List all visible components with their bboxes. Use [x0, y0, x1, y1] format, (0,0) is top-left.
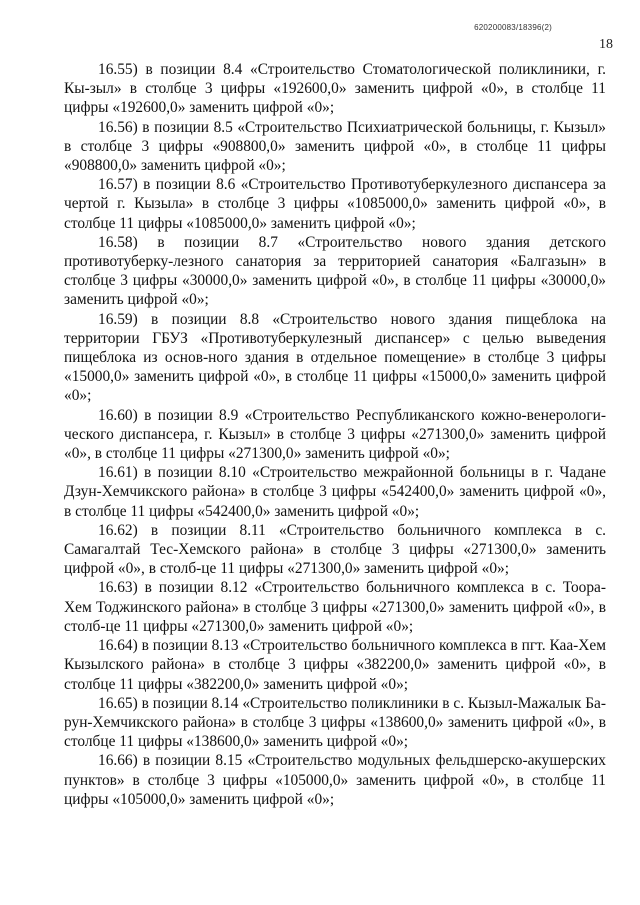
paragraph-16-58: 16.58) в позиции 8.7 «Строительство нового здания детского противотуберку-лезного санатория за территорией санатория «Балгазын» в столбце 3 цифры «30000,0» заменить цифрой «0», в столбце 11 цифры «30000,0» заменить цифрой «0»;	[64, 233, 606, 309]
paragraph-16-57: 16.57) в позиции 8.6 «Строительство Противотуберкулезного диспансера за чертой г. Кызыла» в столбце 3 цифры «1085000,0» заменить цифрой «0», в столбце 11 цифры «1085000,0» заменить цифрой «0»;	[64, 176, 606, 232]
paragraph-16-63: 16.63) в позиции 8.12 «Строительство больничного комплекса в с. Тоора-Хем Тоджинского района» в столбце 3 цифры «271300,0» заменить цифрой «0», в столб-це 11 цифры «271300,0» заменить цифрой «0»;	[64, 579, 606, 635]
paragraph-16-65: 16.65) в позиции 8.14 «Строительство поликлиники в с. Кызыл-Мажалык Ба-рун-Хемчикского района» в столбце 3 цифры «138600,0» заменить цифрой «0», в столбце 11 цифры «138600,0» заменить цифрой «0»;	[64, 694, 606, 751]
paragraph-16-59: 16.59) в позиции 8.8 «Строительство нового здания пищеблока на территории ГБУЗ «Противотуберкулезный диспансер» с целью выведения пищеблока из основ-ного здания в отдельное помещение» в столбце 3 цифры «15000,0» заменить цифрой «0», в столбце 11 цифры «15000,0» заменить цифрой «0»;	[64, 310, 606, 405]
paragraph-16-66: 16.66) в позиции 8.15 «Строительство модульных фельдшерско-акушерских пунктов» в столбце 3 цифры «105000,0» заменить цифрой «0», в столбце 11 цифры «105000,0» заменить цифрой «0»;	[64, 752, 606, 808]
paragraph-16-60: 16.60) в позиции 8.9 «Строительство Республиканского кожно-венерологи-ческого диспансера, г. Кызыл» в столбце 3 цифры «271300,0» заменить цифрой «0», в столбце 11 цифры «271300,0» заменить цифрой «0»;	[64, 406, 606, 463]
paragraph-16-64: 16.64) в позиции 8.13 «Строительство больничного комплекса в пгт. Каа-Хем Кызылского района» в столбце 3 цифры «382200,0» заменить цифрой «0», в столбце 11 цифры «382200,0» заменить цифрой «0»;	[64, 637, 606, 693]
document-id: 620200083/18396(2)	[474, 23, 552, 32]
paragraph-16-61: 16.61) в позиции 8.10 «Строительство межрайонной больницы в г. Чадане Дзун-Хемчикского района» в столбце 3 цифры «542400,0» заменить цифрой «0», в столбце 11 цифры «542400,0» заменить цифрой «0»;	[64, 464, 606, 520]
document-body	[64, 60, 606, 809]
paragraph-16-55: 16.55) в позиции 8.4 «Строительство Стоматологической поликлиники, г. Кы-зыл» в столбце 3 цифры «192600,0» заменить цифрой «0», в столбце 11 цифры «192600,0» заменить цифрой «0»;	[64, 61, 606, 117]
paragraph-16-56: 16.56) в позиции 8.5 «Строительство Психиатрической больницы, г. Кызыл» в столбце 3 цифры «908800,0» заменить цифрой «0», в столбце 11 цифры «908800,0» заменить цифрой «0»;	[64, 118, 606, 175]
paragraph-16-62: 16.62) в позиции 8.11 «Строительство больничного комплекса в с. Самагалтай Тес-Хемского района» в столбце 3 цифры «271300,0» заменить цифрой «0», в столб-це 11 цифры «271300,0» заменить цифрой «0»;	[64, 521, 606, 578]
page-number: 18	[599, 37, 613, 52]
